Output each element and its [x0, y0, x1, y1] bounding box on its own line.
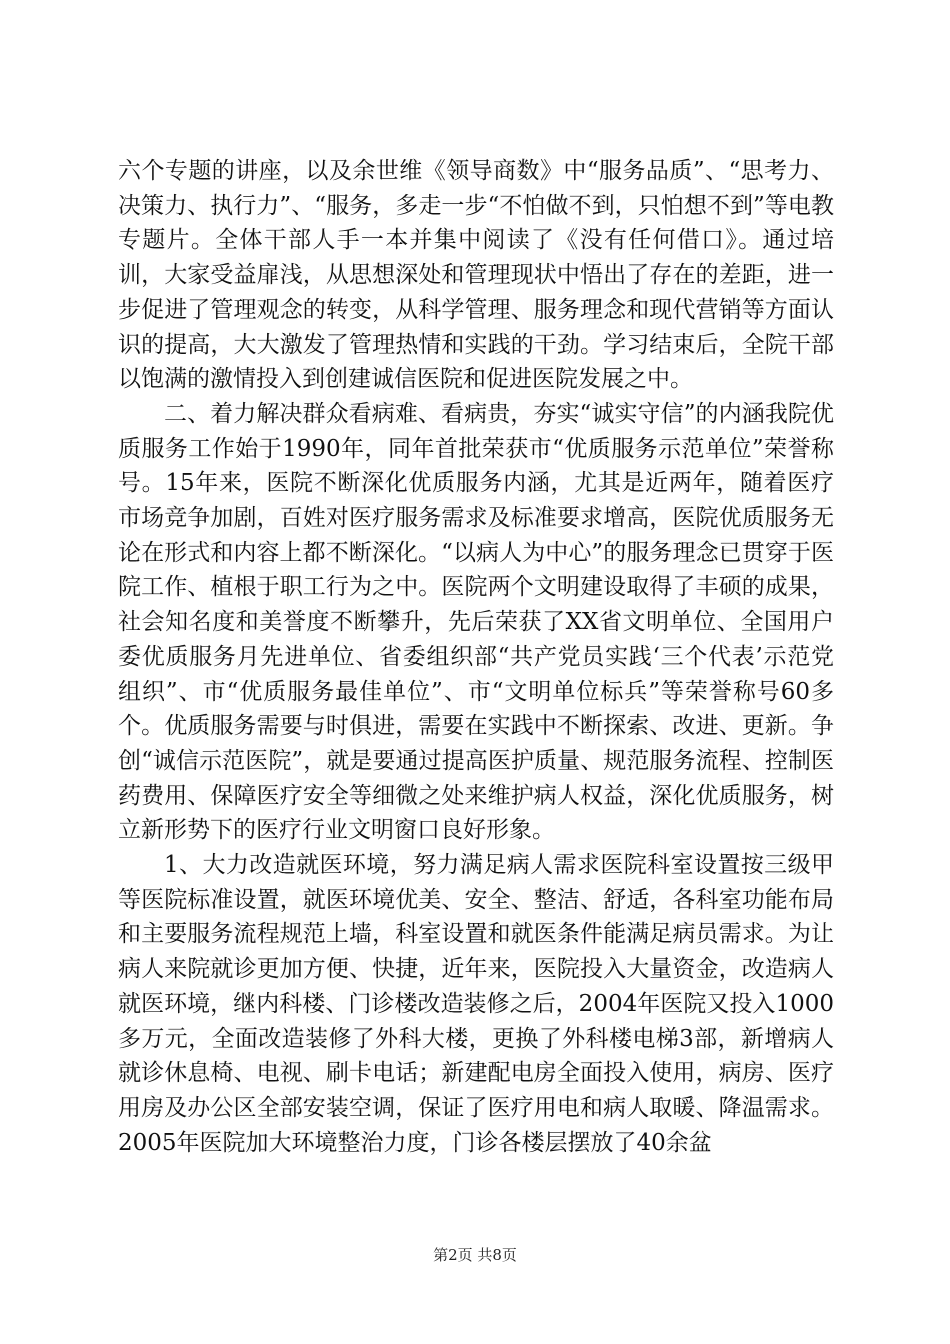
paragraph-item-one: 1、大力改造就医环境，努力满足病人需求医院科室设置按三级甲等医院标准设置，就医环境优美、安全、整洁、舒适，各科室功能布局和主要服务流程规范上墙，科室设置和就医条件能满足病员需求。为让病人来院就诊更加方便、快捷，近年来，医院投入大量资金，改造病人就医环境，继内科楼、门诊楼改造装修之后，2004年医院又投入1000多万元，全面改造装修了外科大楼，更换了外科楼电梯3部，新增病人就诊休息椅、电视、刷卡电话；新建配电房全面投入使用，病房、医疗用房及办公区全部安装空调，保证了医疗用电和病人取暖、降温需求。2005年医院加大环境整治力度，门诊各楼层摆放了40余盆 [118, 852, 834, 1156]
document-body [118, 154, 834, 1160]
paragraph-continuation: 六个专题的讲座，以及余世维《领导商数》中“服务品质”、“思考力、决策力、执行力”、“服务，多走一步“不怕做不到，只怕想不到”等电教专题片。全体干部人手一本并集中阅读了《没有任何借口》。通过培训，大家受益扉浅，从思想深处和管理现状中悟出了存在的差距，进一步促进了管理观念的转变，从科学管理、服务理念和现代营销等方面认识的提高，大大激发了管理热情和实践的干劲。学习结束后，全院干部以饱满的激情投入到创建诚信医院和促进医院发展之中。 [118, 158, 834, 393]
page-number: 第2页 共8页 [433, 1246, 517, 1264]
page-footer [0, 1244, 950, 1265]
paragraph-section-two: 二、着力解决群众看病难、看病贵，夯实“诚实守信”的内涵我院优质服务工作始于1990年，同年首批荣获市“优质服务示范单位”荣誉称号。15年来，医院不断深化优质服务内涵，尤其是近两年，随着医疗市场竞争加剧，百姓对医疗服务需求及标准要求增高，医院优质服务无论在形式和内容上都不断深化。“以病人为中心”的服务理念已贯穿于医院工作、植根于职工行为之中。医院两个文明建设取得了丰硕的成果，社会知名度和美誉度不断攀升，先后荣获了XX省文明单位、全国用户委优质服务月先进单位、省委组织部“共产党员实践‘三个代表’示范党组织”、市“优质服务最佳单位”、市“文明单位标兵”等荣誉称号60多个。优质服务需要与时俱进，需要在实践中不断探索、改进、更新。争创“诚信示范医院”，就是要通过提高医护质量、规范服务流程、控制医药费用、保障医疗安全等细微之处来维护病人权益，深化优质服务，树立新形势下的医疗行业文明窗口良好形象。 [118, 400, 834, 844]
